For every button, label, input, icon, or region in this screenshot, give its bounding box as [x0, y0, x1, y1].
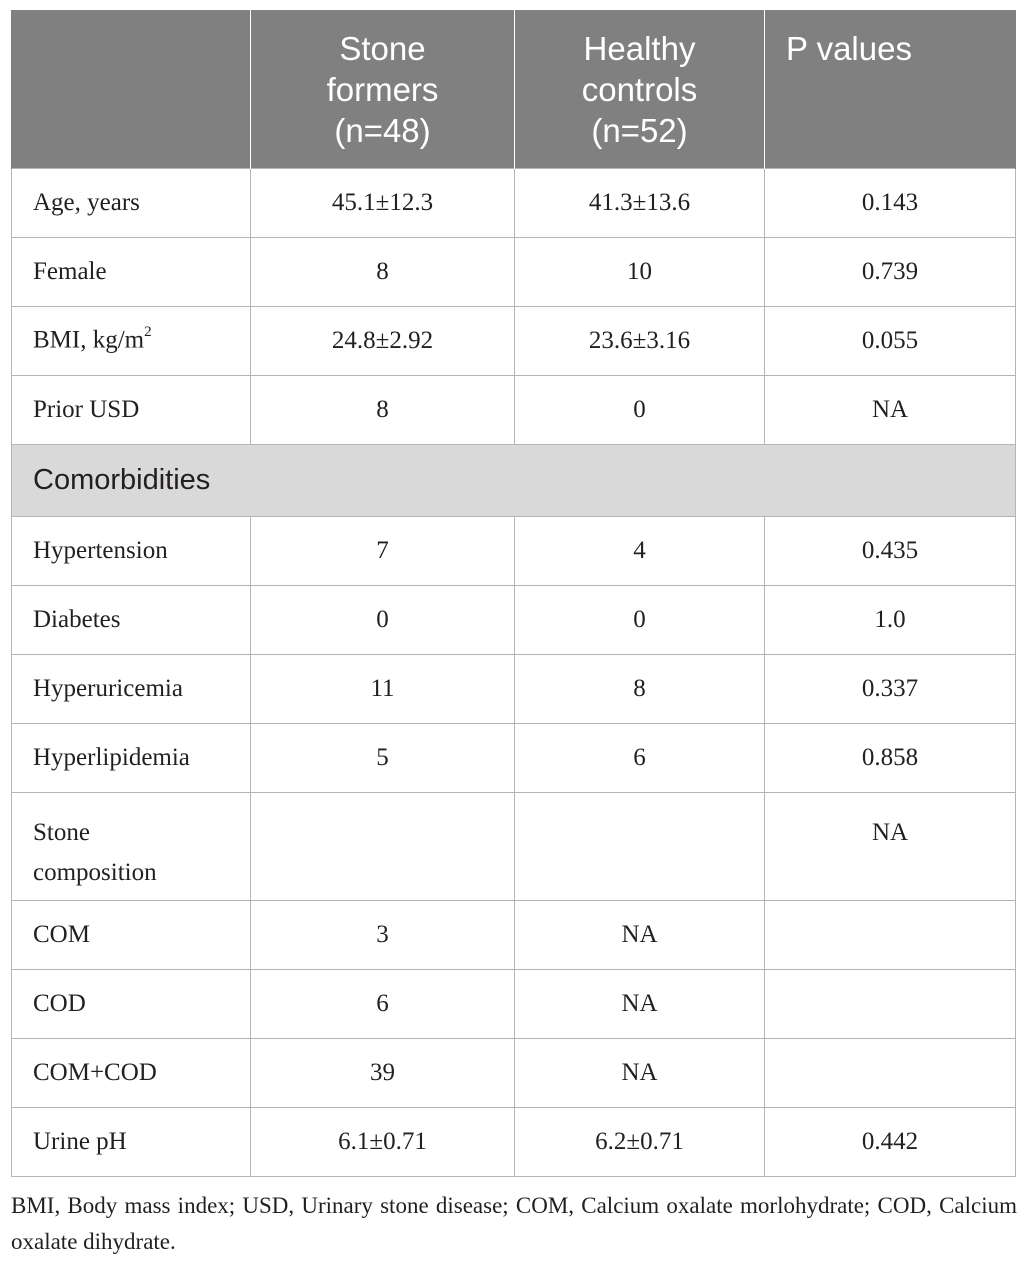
section-row [12, 444, 1016, 516]
row-label: Diabetes [12, 585, 251, 654]
row-label: Urine pH [12, 1107, 251, 1176]
row-label-text: BMI, kg/m [33, 326, 145, 354]
row-label: Hypertension [12, 516, 251, 585]
p-value: NA [765, 792, 1016, 900]
row-label: COM [12, 900, 251, 969]
healthy-controls-value: NA [515, 969, 765, 1038]
stone-formers-value: 0 [251, 585, 515, 654]
table-row [12, 1107, 1016, 1176]
table-row [12, 375, 1016, 444]
healthy-controls-value: NA [515, 1038, 765, 1107]
stone-formers-value: 8 [251, 237, 515, 306]
p-value [765, 1038, 1016, 1107]
section-heading-comorbidities: Comorbidities [12, 444, 1016, 516]
p-value: 1.0 [765, 585, 1016, 654]
p-value: 0.337 [765, 654, 1016, 723]
header-healthy-controls-label: Healthy controls (n=52) [581, 30, 698, 149]
table-footnote: BMI, Body mass index; USD, Urinary stone disease; COM, Calcium oxalate morlohydrate; COD, Calcium oxalate dihydrate. [11, 1193, 1017, 1254]
stone-formers-value: 7 [251, 516, 515, 585]
row-label: Prior USD [12, 375, 251, 444]
stone-formers-value: 3 [251, 900, 515, 969]
header-stone-formers-label: Stone formers (n=48) [326, 30, 439, 149]
stone-formers-value: 6.1±0.71 [251, 1107, 515, 1176]
row-label: Hyperuricemia [12, 654, 251, 723]
healthy-controls-value: 8 [515, 654, 765, 723]
healthy-controls-value: 10 [515, 237, 765, 306]
healthy-controls-value: NA [515, 900, 765, 969]
row-label: Female [12, 237, 251, 306]
header-empty-cell [12, 10, 251, 168]
table-row [12, 792, 1016, 900]
healthy-controls-value: 6.2±0.71 [515, 1107, 765, 1176]
table-row [12, 654, 1016, 723]
table-row [12, 237, 1016, 306]
table-row [12, 969, 1016, 1038]
p-value: 0.143 [765, 168, 1016, 237]
healthy-controls-value: 23.6±3.16 [515, 306, 765, 375]
row-label: Age, years [12, 168, 251, 237]
healthy-controls-value: 41.3±13.6 [515, 168, 765, 237]
superscript: 2 [144, 324, 152, 341]
stone-formers-value: 11 [251, 654, 515, 723]
stone-formers-value: 24.8±2.92 [251, 306, 515, 375]
stone-formers-value: 39 [251, 1038, 515, 1107]
table-row [12, 1038, 1016, 1107]
stone-formers-value: 6 [251, 969, 515, 1038]
healthy-controls-value: 4 [515, 516, 765, 585]
row-label: COD [12, 969, 251, 1038]
table-row [12, 168, 1016, 237]
table-row [12, 306, 1016, 375]
p-value: 0.435 [765, 516, 1016, 585]
p-value: 0.055 [765, 306, 1016, 375]
data-table-container [11, 10, 1015, 1177]
characteristics-table [11, 10, 1016, 1177]
p-value: 0.858 [765, 723, 1016, 792]
table-row [12, 723, 1016, 792]
header-p-values: P values [765, 10, 1016, 168]
stone-formers-value: 8 [251, 375, 515, 444]
table-header-row [12, 10, 1016, 168]
p-value: 0.442 [765, 1107, 1016, 1176]
table-row [12, 516, 1016, 585]
row-label-text: Stone composition [33, 818, 157, 886]
healthy-controls-value: 6 [515, 723, 765, 792]
p-value [765, 900, 1016, 969]
stone-formers-value [251, 792, 515, 900]
row-label: Hyperlipidemia [12, 723, 251, 792]
table-row [12, 585, 1016, 654]
p-value: NA [765, 375, 1016, 444]
stone-formers-value: 5 [251, 723, 515, 792]
healthy-controls-value [515, 792, 765, 900]
healthy-controls-value: 0 [515, 375, 765, 444]
row-label [12, 792, 251, 900]
row-label: COM+COD [12, 1038, 251, 1107]
stone-formers-value: 45.1±12.3 [251, 168, 515, 237]
header-stone-formers [251, 10, 515, 168]
p-value [765, 969, 1016, 1038]
p-value: 0.739 [765, 237, 1016, 306]
row-label [12, 306, 251, 375]
header-healthy-controls [515, 10, 765, 168]
table-row [12, 900, 1016, 969]
healthy-controls-value: 0 [515, 585, 765, 654]
